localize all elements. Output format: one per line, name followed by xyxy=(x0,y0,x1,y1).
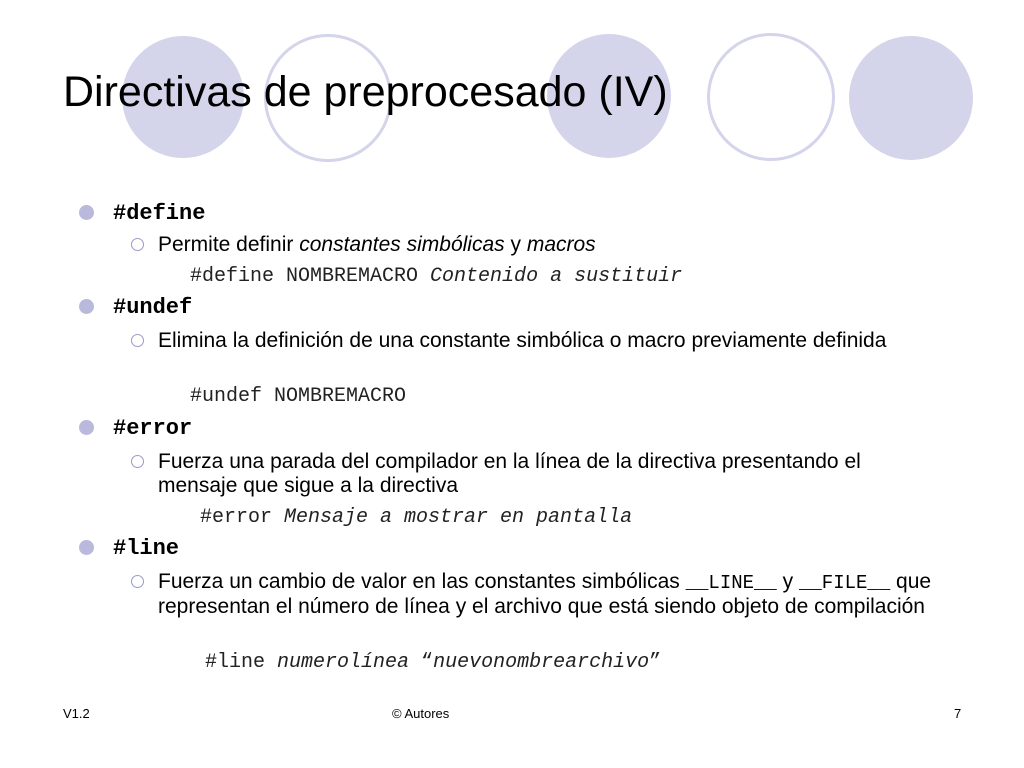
undef-code-example: #undef NOMBREMACRO xyxy=(190,385,407,408)
error-code-example: #error Mensaje a mostrar en pantalla xyxy=(200,506,633,529)
sub-bullet-icon xyxy=(131,575,144,588)
bullet-icon xyxy=(79,540,94,555)
line-code-example: #line numerolínea “nuevonombrearchivo” xyxy=(205,651,662,674)
sub-bullet-icon xyxy=(131,334,144,347)
error-description: Fuerza una parada del compilador en la línea de la directiva presentando el mensaje que sigue a la directiva xyxy=(158,450,861,497)
bullet-icon xyxy=(79,205,94,220)
sub-bullet-icon xyxy=(131,455,144,468)
directive-undef: #undef xyxy=(113,295,193,320)
page-number: 7 xyxy=(954,706,962,721)
footer-version: V1.2 xyxy=(63,706,90,721)
undef-description: Elimina la definición de una constante simbólica o macro previamente definida xyxy=(158,329,887,352)
define-code-example: #define NOMBREMACRO Contenido a sustituir xyxy=(190,265,683,288)
bullet-icon xyxy=(79,299,94,314)
directive-error: #error xyxy=(113,416,193,441)
decorative-circle xyxy=(849,36,973,160)
footer-authors: © Autores xyxy=(392,706,450,721)
sub-bullet-icon xyxy=(131,238,144,251)
directive-define: #define xyxy=(113,201,206,226)
decorative-circle xyxy=(707,33,835,161)
define-description: Permite definir constantes simbólicas y macros xyxy=(158,233,596,256)
line-description: Fuerza un cambio de valor en las constantes simbólicas __LINE__ y __FILE__ que representan el número de línea y el archivo que está siendo objeto de compilación xyxy=(158,570,932,618)
slide-title: Directivas de preprocesado (IV) xyxy=(63,68,668,116)
directive-line: #line xyxy=(113,536,180,561)
bullet-icon xyxy=(79,420,94,435)
